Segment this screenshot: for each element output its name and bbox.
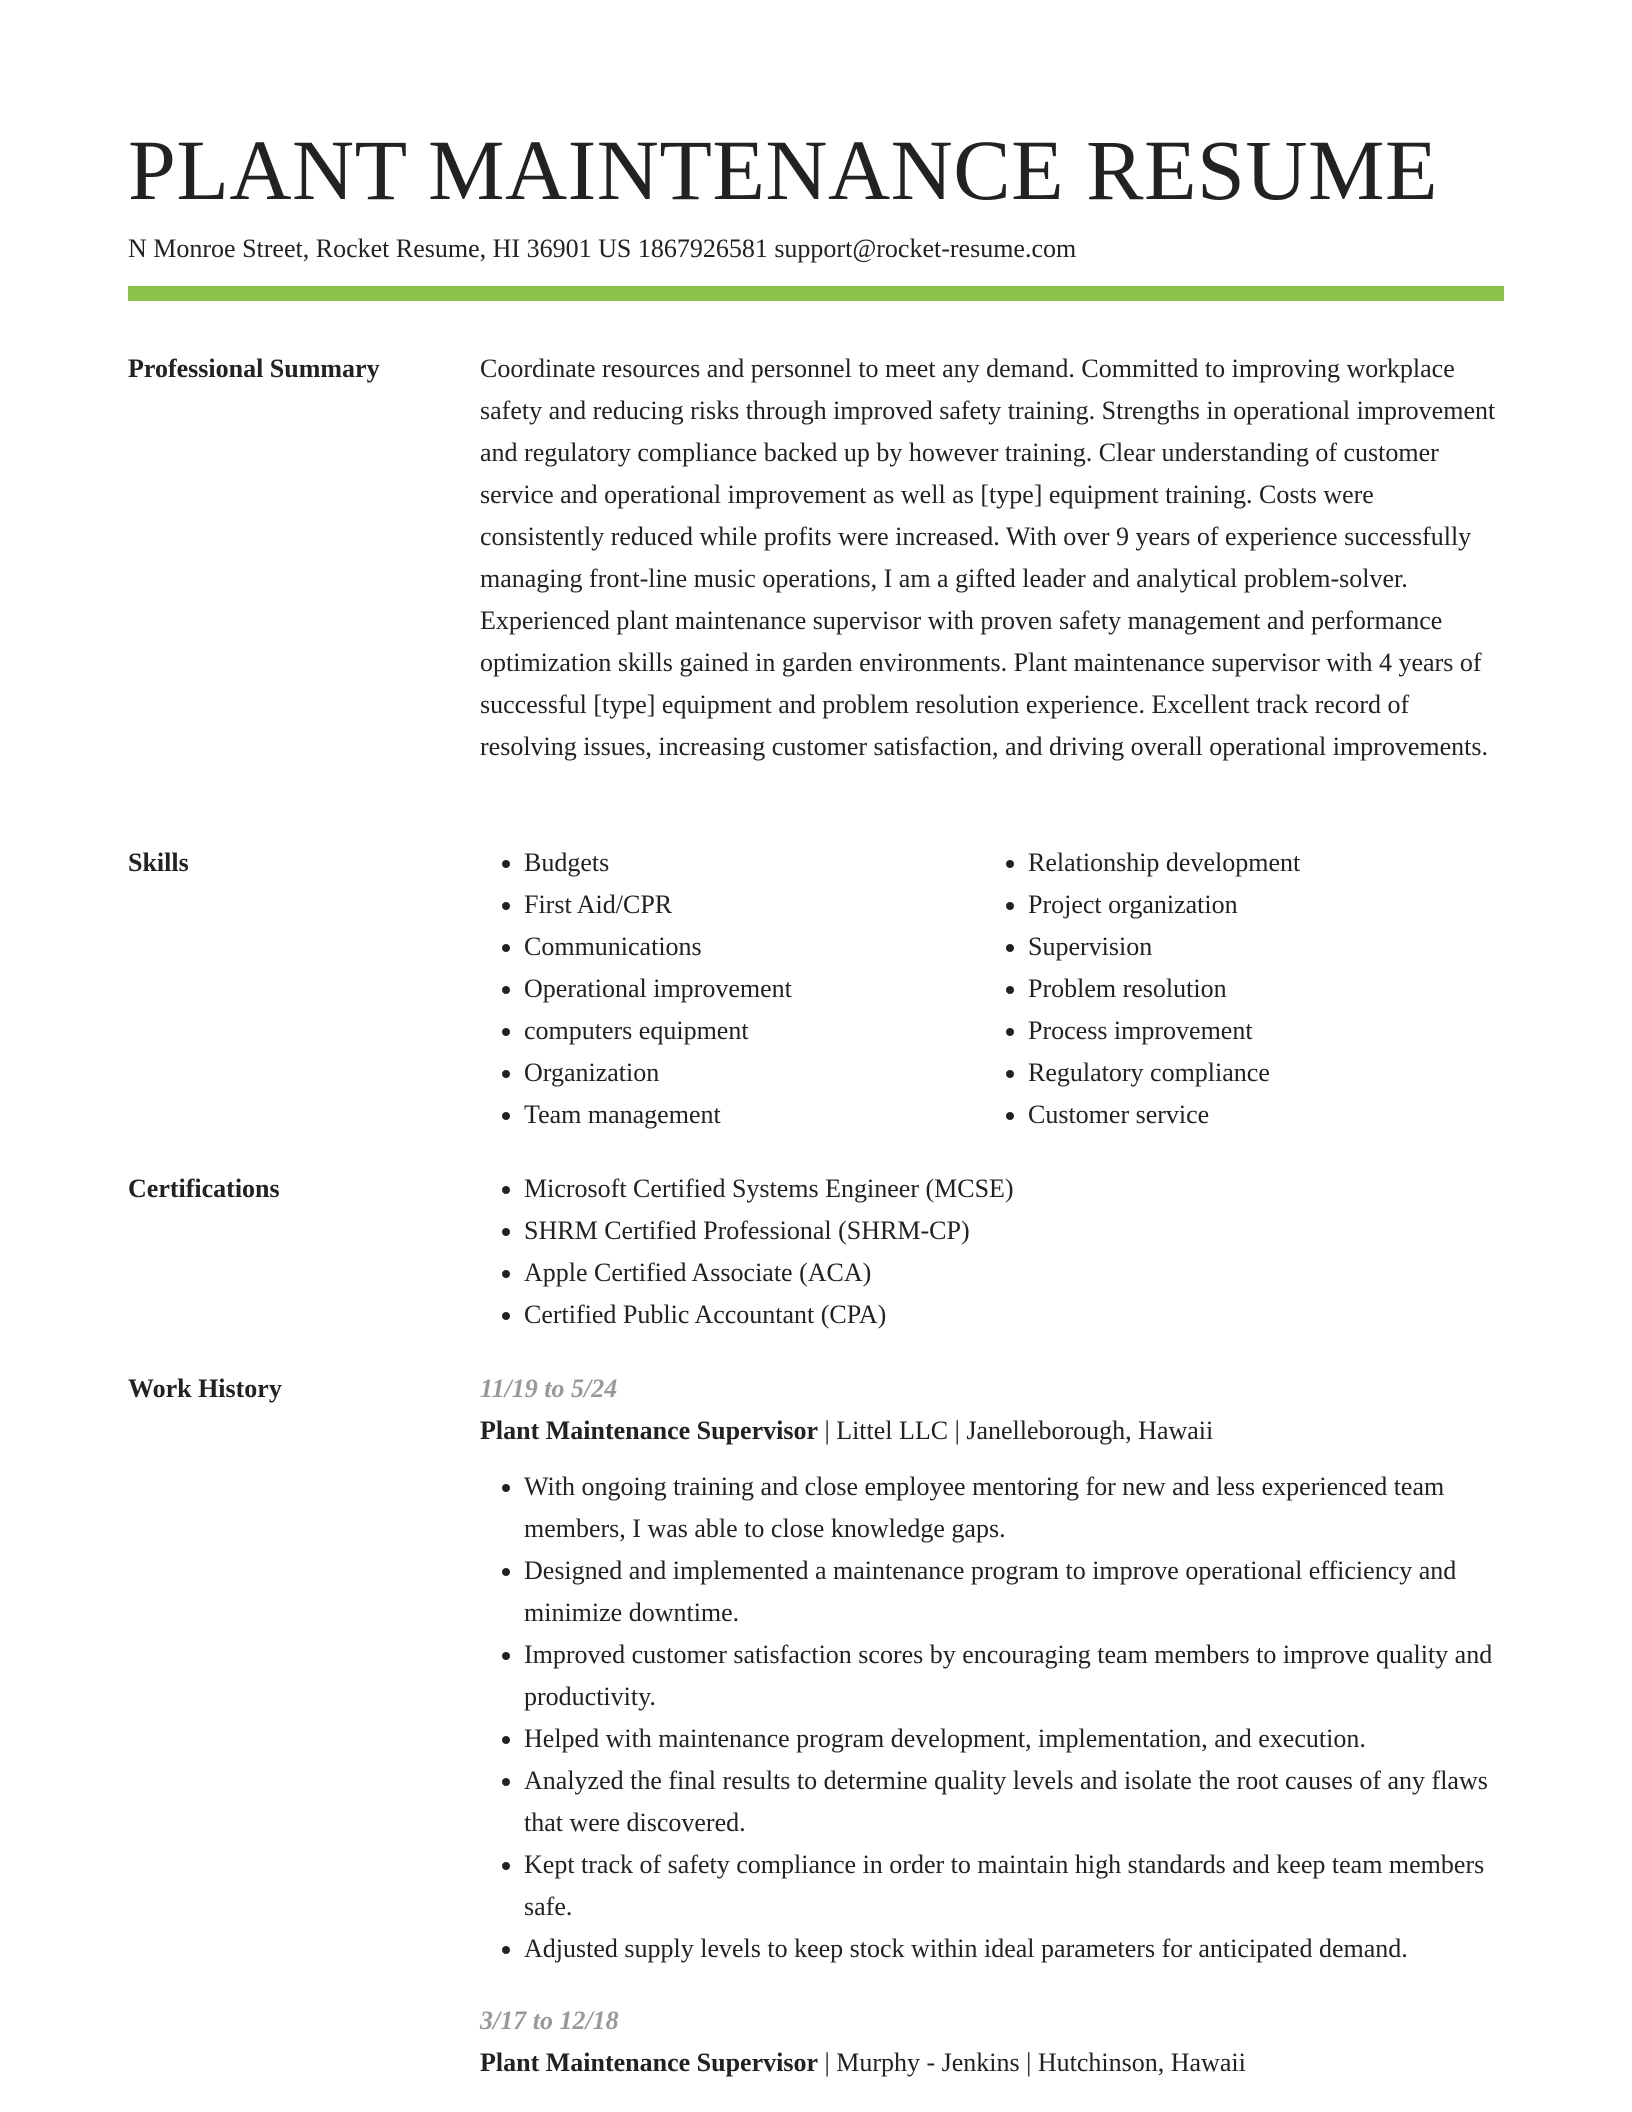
- job-role: Plant Maintenance Supervisor: [480, 1416, 818, 1445]
- list-item: • Designed and implemented a maintenance program to improve operational efficiency and minimize downtime.: [524, 1550, 1504, 1634]
- skills-list-left: [480, 842, 984, 1136]
- job-entry: [480, 2000, 1504, 2084]
- certifications-list: [480, 1168, 1504, 1336]
- job-bullets: [480, 1466, 1504, 1970]
- list-item: • Process improvement: [1028, 1010, 1488, 1052]
- job-heading: [480, 1410, 1504, 1452]
- skills-list-right: [984, 842, 1488, 1136]
- accent-divider: [128, 286, 1504, 301]
- list-item: • Communications: [524, 926, 984, 968]
- contact-line: N Monroe Street, Rocket Resume, HI 36901 US 1867926581 support@rocket-resume.com: [128, 234, 1077, 263]
- section-title-work-history: Work History: [128, 1374, 282, 1403]
- list-item: • Supervision: [1028, 926, 1488, 968]
- list-item: • Certified Public Accountant (CPA): [524, 1294, 1504, 1336]
- list-item: • Budgets: [524, 842, 984, 884]
- list-item: • With ongoing training and close employee mentoring for new and less experienced team members, I was able to close knowledge gaps.: [524, 1466, 1504, 1550]
- list-item: • Microsoft Certified Systems Engineer (MCSE): [524, 1168, 1504, 1210]
- resume-title: PLANT MAINTENANCE RESUME: [128, 122, 1438, 218]
- summary-text: Coordinate resources and personnel to meet any demand. Committed to improving workplace safety and reducing risks through improved safety training. Strengths in operational improvement and regulatory compliance backed up by however training. Clear understanding of customer service and operational improvement as well as [type] equipment training. Costs were consistently reduced while profits were increased. With over 9 years of experience successfully managing front-line music operations, I am a gifted leader and analytical problem-solver. Experienced plant maintenance supervisor with proven safety management and performance optimization skills gained in garden environments. Plant maintenance supervisor with 4 years of successful [type] equipment and problem resolution experience. Excellent track record of resolving issues, increasing customer satisfaction, and driving overall operational improvements.: [480, 354, 1496, 761]
- section-title-certifications: Certifications: [128, 1174, 280, 1203]
- list-item: • Apple Certified Associate (ACA): [524, 1252, 1504, 1294]
- list-item: • Project organization: [1028, 884, 1488, 926]
- section-title-summary: Professional Summary: [128, 354, 380, 383]
- list-item: • Improved customer satisfaction scores by encouraging team members to improve quality and productivity.: [524, 1634, 1504, 1718]
- list-item: • Helped with maintenance program development, implementation, and execution.: [524, 1718, 1504, 1760]
- list-item: • Problem resolution: [1028, 968, 1488, 1010]
- list-item: • Customer service: [1028, 1094, 1488, 1136]
- job-role: Plant Maintenance Supervisor: [480, 2048, 818, 2077]
- list-item: • Team management: [524, 1094, 984, 1136]
- list-item: • Adjusted supply levels to keep stock within ideal parameters for anticipated demand.: [524, 1928, 1504, 1970]
- job-date: 3/17 to 12/18: [480, 2006, 619, 2035]
- summary-body: [480, 348, 1504, 768]
- list-item: • Relationship development: [1028, 842, 1488, 884]
- list-item: • SHRM Certified Professional (SHRM-CP): [524, 1210, 1504, 1252]
- skills-body: [480, 842, 1504, 1136]
- job-heading: [480, 2042, 1504, 2084]
- list-item: • First Aid/CPR: [524, 884, 984, 926]
- list-item: • Regulatory compliance: [1028, 1052, 1488, 1094]
- work-history-body: [480, 1368, 1504, 2098]
- job-date: 11/19 to 5/24: [480, 1374, 618, 1403]
- list-item: • Analyzed the final results to determine quality levels and isolate the root causes of any flaws that were discovered.: [524, 1760, 1504, 1844]
- list-item: • Operational improvement: [524, 968, 984, 1010]
- section-title-skills: Skills: [128, 848, 189, 877]
- job-company-location: | Murphy - Jenkins | Hutchinson, Hawaii: [818, 2048, 1246, 2077]
- list-item: • computers equipment: [524, 1010, 984, 1052]
- job-company-location: | Littel LLC | Janelleborough, Hawaii: [818, 1416, 1214, 1445]
- list-item: • Kept track of safety compliance in order to maintain high standards and keep team members safe.: [524, 1844, 1504, 1928]
- certifications-body: [480, 1168, 1504, 1336]
- job-entry: [480, 1368, 1504, 1970]
- list-item: • Organization: [524, 1052, 984, 1094]
